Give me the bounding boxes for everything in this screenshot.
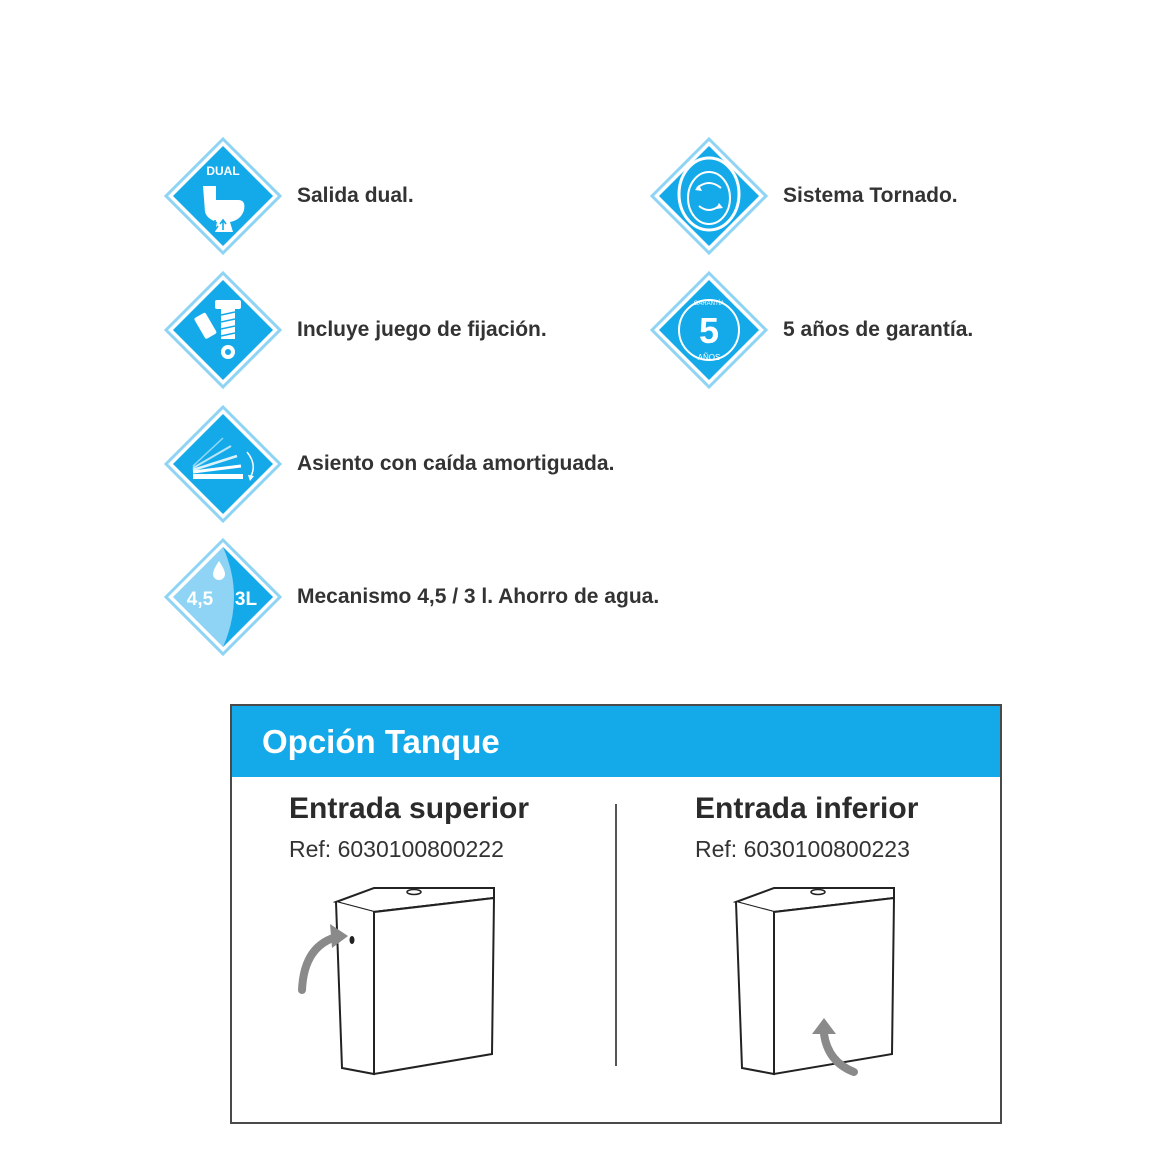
svg-text:AÑOS: AÑOS	[697, 353, 721, 362]
feature-tornado	[649, 136, 958, 256]
svg-text:3L: 3L	[234, 589, 258, 610]
feature-fixing-kit	[163, 270, 547, 390]
soft-close-seat-icon	[163, 404, 283, 524]
option-title: Entrada superior	[289, 792, 530, 825]
svg-text:4,5: 4,5	[186, 589, 214, 610]
cistern-top-inlet-illustration	[294, 884, 504, 1084]
feature-label: Salida dual.	[297, 184, 414, 207]
feature-dual-flush	[163, 136, 414, 256]
feature-water-saving	[163, 537, 659, 657]
feature-label: Asiento con caída amortiguada.	[297, 452, 615, 475]
tank-option-title: Opción Tanque	[262, 722, 500, 760]
feature-label: Sistema Tornado.	[783, 184, 958, 207]
option-divider	[615, 804, 617, 1066]
feature-label: Mecanismo 4,5 / 3 l. Ahorro de agua.	[297, 585, 660, 608]
option-ref: Ref: 6030100800222	[289, 836, 504, 862]
svg-text:GARANTÍA: GARANTÍA	[693, 301, 725, 307]
fixing-kit-icon	[163, 270, 283, 390]
option-ref: Ref: 6030100800223	[695, 836, 910, 862]
dual-flush-icon	[163, 136, 283, 256]
water-saving-icon	[163, 537, 283, 657]
svg-text:5: 5	[698, 310, 720, 351]
tank-option-panel	[230, 704, 1002, 1124]
feature-warranty	[649, 270, 973, 390]
option-title: Entrada inferior	[695, 792, 919, 825]
warranty-icon	[649, 270, 769, 390]
feature-label: 5 años de garantía.	[783, 318, 974, 341]
feature-label: Incluye juego de fijación.	[297, 318, 547, 341]
option-bottom-inlet	[695, 792, 918, 863]
tornado-icon	[649, 136, 769, 256]
option-top-inlet	[289, 792, 529, 863]
tank-option-header	[232, 706, 1000, 777]
svg-text:DUAL: DUAL	[206, 164, 240, 178]
cistern-bottom-inlet-illustration	[728, 884, 938, 1084]
feature-soft-close-seat	[163, 404, 614, 524]
